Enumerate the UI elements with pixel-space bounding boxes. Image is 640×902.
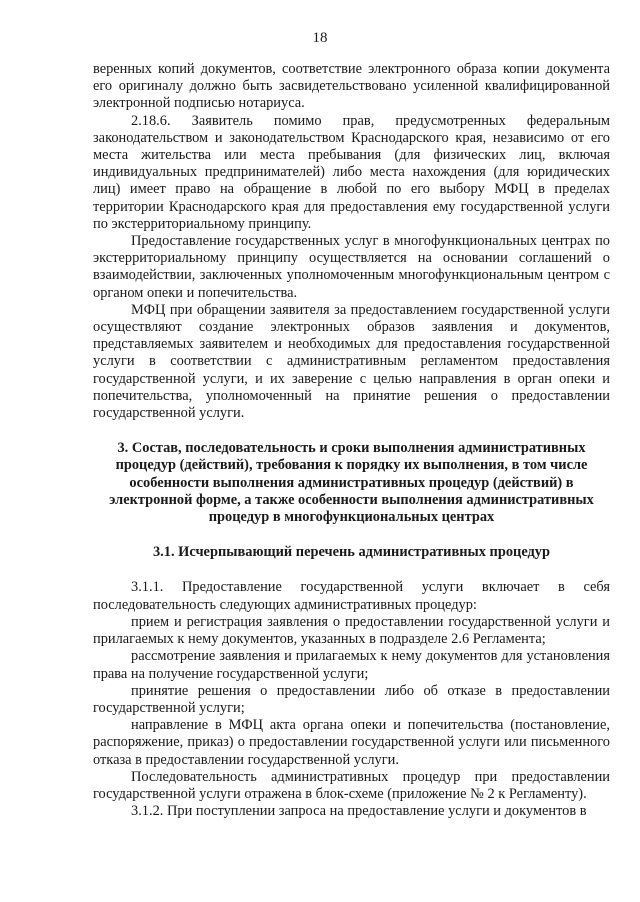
paragraph: 3.1.1. Предоставление государственной услуги включает в себя последовательность следующих административных процедур: xyxy=(93,579,610,613)
list-item: прием и регистрация заявления о предоставлении государственной услуги и прилагаемых к нему документов, указанных в подразделе 2.6 Регламента; xyxy=(93,613,610,648)
paragraph: веренных копий документов, соответствие электронного образа копии документа его оригиналу должно быть засвидетельствовано усиленной квалифицированной электронной подписью нотариуса. xyxy=(93,61,610,112)
list-item: рассмотрение заявления и прилагаемых к нему документов для установления права на получение государственной услуги; xyxy=(93,648,610,682)
paragraph: Предоставление государственных услуг в многофункциональных центрах по экстерриториальному принципу осуществляется на основании соглашений о взаимодействии, заключенных уполномоченным многофункциональным центром с органом опеки и попечительства. xyxy=(93,233,610,301)
list-item: принятие решения о предоставлении либо об отказе в предоставлении государственной услуги; xyxy=(93,682,610,716)
document-body xyxy=(93,61,610,820)
page-number: 18 xyxy=(312,30,328,46)
section-heading: 3. Состав, последовательность и сроки выполнения административных процедур (действий), требования к порядку их выполнения, в том числе особенности выполнения административных процедур (действий) в электронной форме, а также особенности выполнения административных процедур в многофункциональных центрах xyxy=(109,440,594,526)
paragraph: 2.18.6. Заявитель помимо прав, предусмотренных федеральным законодательством и законодательством Краснодарского края, независимо от его места жительства или места пребывания (для физических лиц, включая индивидуальных предпринимателей) либо места нахождения (для юридических лиц) имеет право на обращение в любой по его выбору МФЦ в пределах территории Краснодарского края для предоставления ему государственной услуги по экстерриториальному принципу. xyxy=(93,112,610,232)
paragraph: Последовательность административных процедур при предоставлении государственной услуги отражена в блок-схеме (приложение № 2 к Регламенту). xyxy=(93,768,610,802)
subsection-heading: 3.1. Исчерпывающий перечень административных процедур xyxy=(152,544,551,561)
paragraph: 3.1.2. При поступлении запроса на предоставление услуги и документов в xyxy=(131,803,587,820)
paragraph: МФЦ при обращении заявителя за предоставлением государственной услуги осуществляют создание электронных образов заявления и документов, представляемых заявителем и необходимых для предоставления государственной услуги в соответствии с административным регламентом предоставления государственной услуги, и их заверение с целью направления в орган опеки и попечительства, уполномоченный на принятие решения о предоставлении государственной услуги. xyxy=(93,301,610,422)
list-item: направление в МФЦ акта органа опеки и попечительства (постановление, распоряжение, приказ) о предоставлении государственной услуги или письменного отказа в предоставлении государственной услуги. xyxy=(93,717,610,768)
